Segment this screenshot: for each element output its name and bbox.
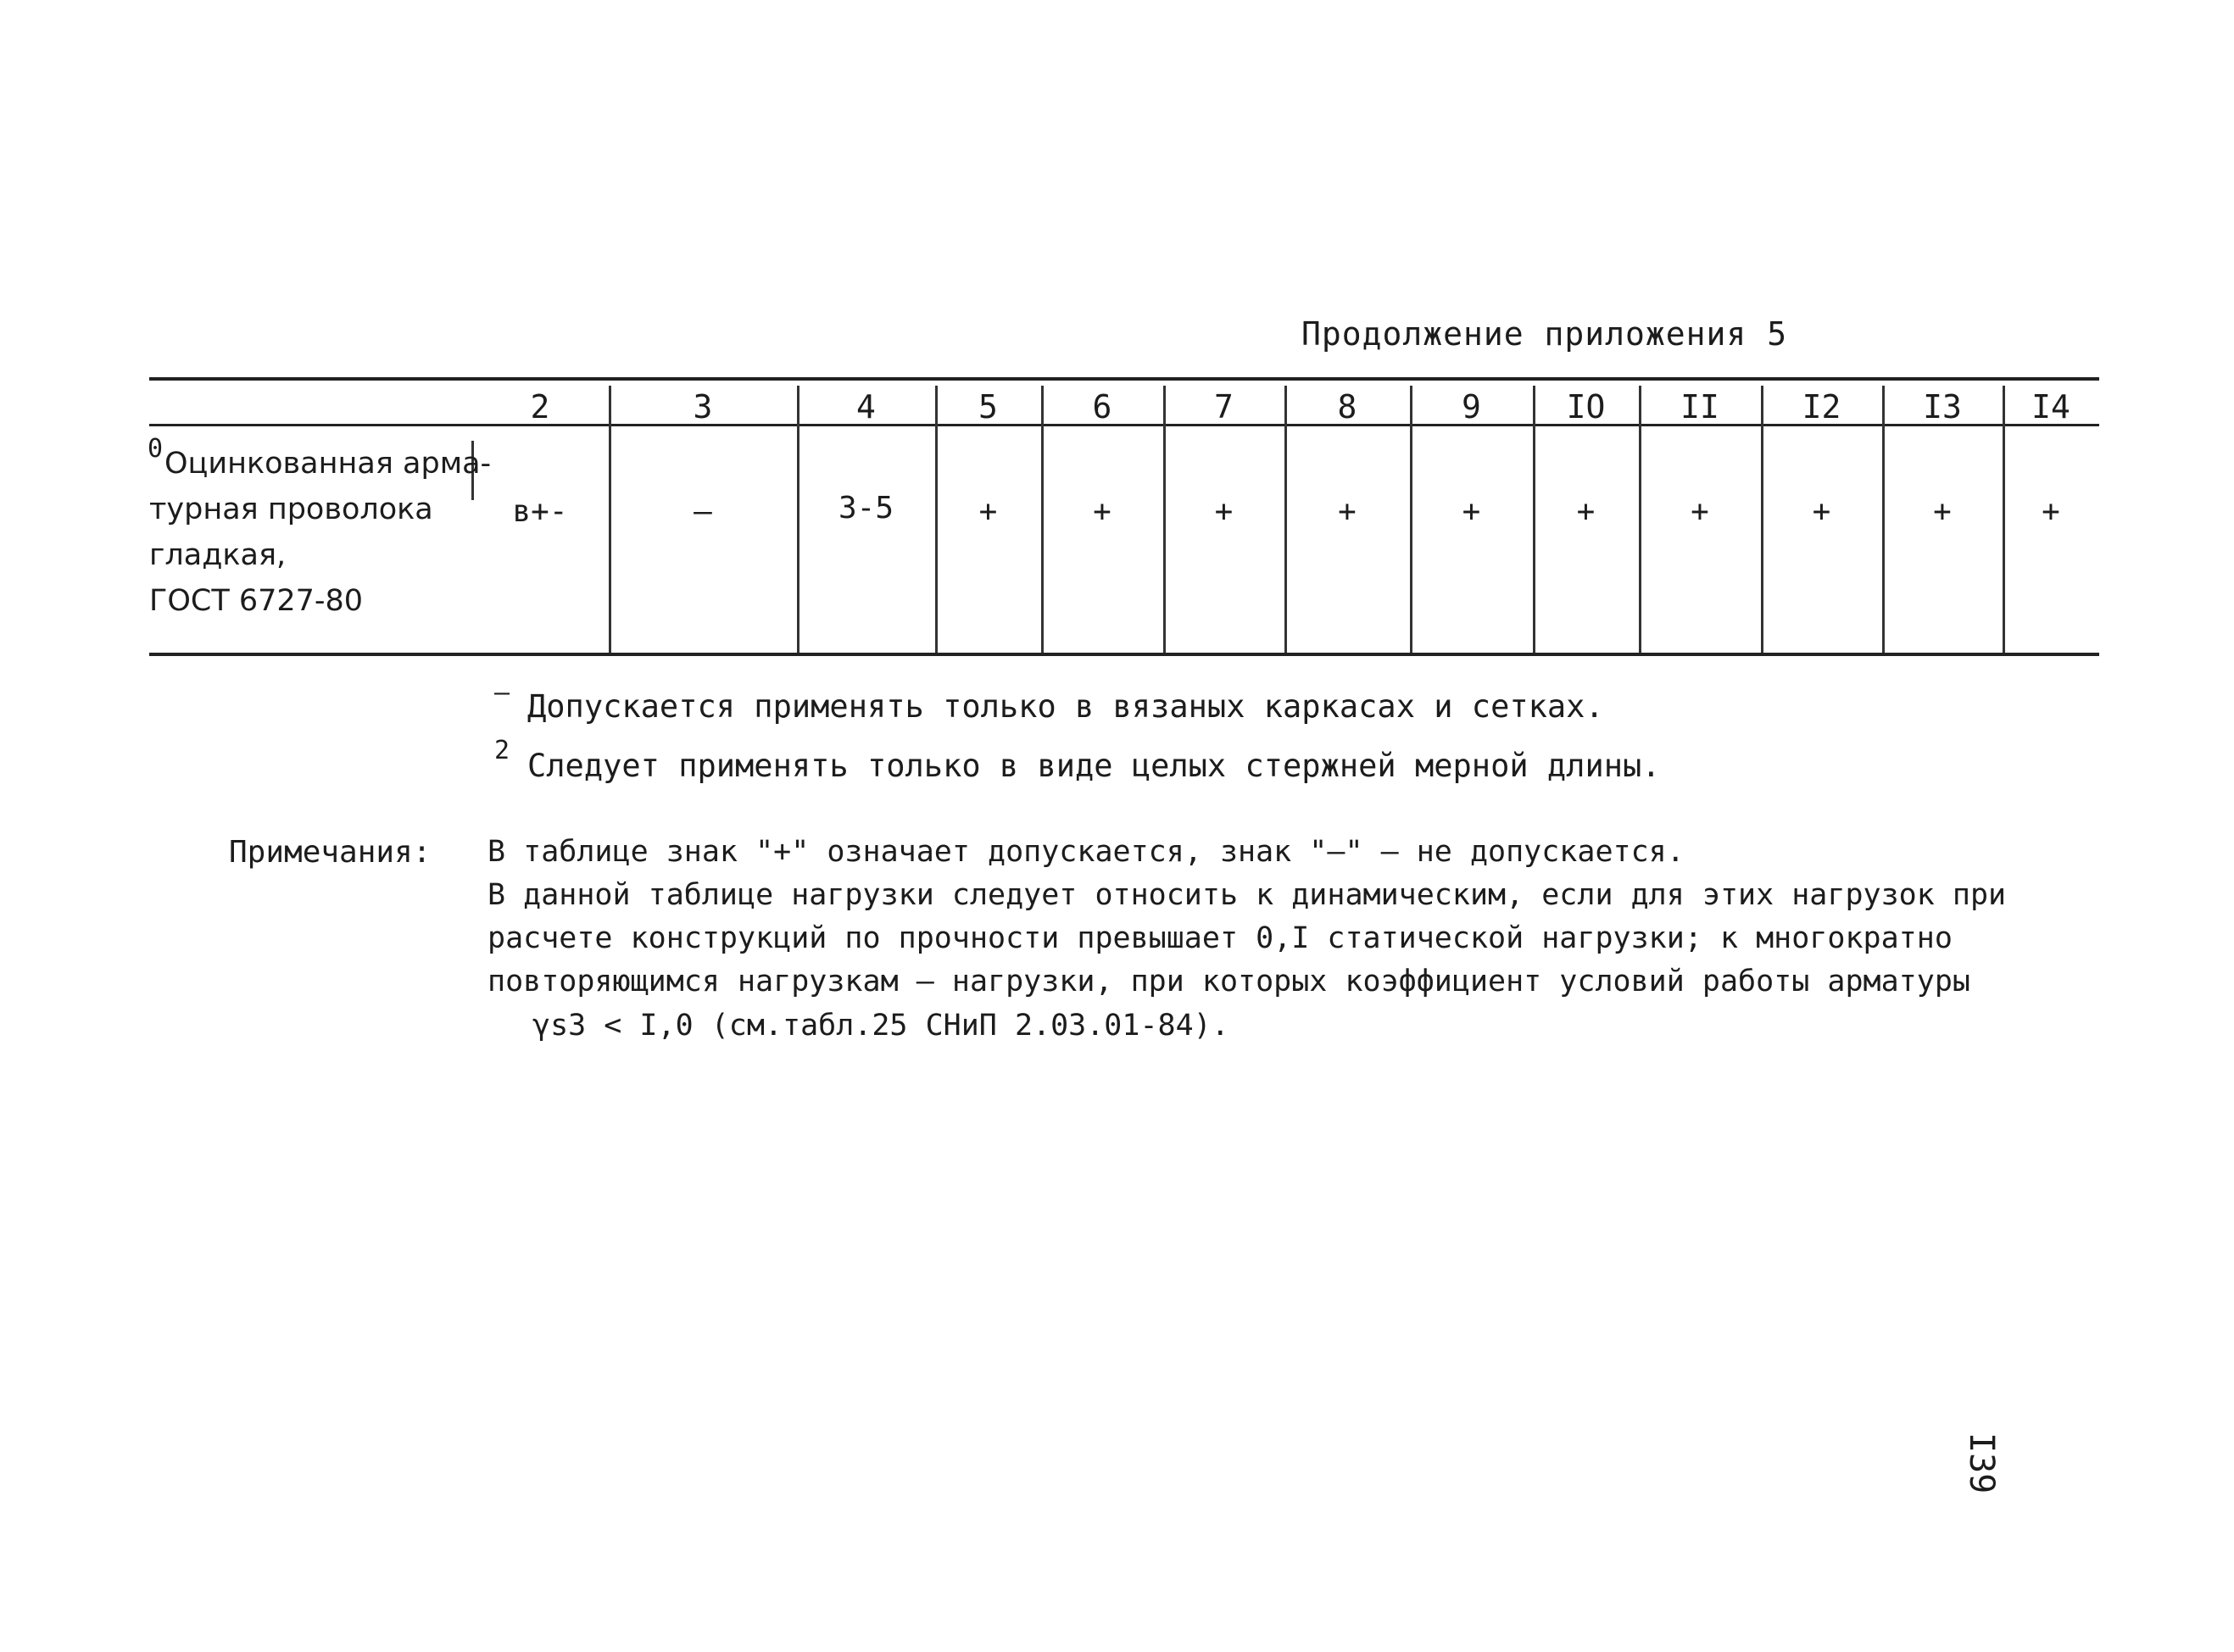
cell-col-3: – xyxy=(694,494,712,529)
cell-col-9: + xyxy=(1462,494,1481,529)
cell-col-14: + xyxy=(2042,494,2060,529)
note-line: γs3 < I,0 (см.табл.25 СНиП 2.03.01-84). xyxy=(532,1009,1229,1043)
note-line: В данной таблице нагрузки следует относить к динамическим, если для этих нагрузок при xyxy=(487,878,2007,912)
header-col-7: 7 xyxy=(1214,388,1234,426)
material-description xyxy=(149,441,492,624)
table-top-rule xyxy=(149,377,2099,381)
cell-col-11: + xyxy=(1691,494,1709,529)
material-footnote-mark: 0 xyxy=(148,434,164,464)
header-col-14: I4 xyxy=(2031,388,2070,426)
cell-col-7: + xyxy=(1214,494,1234,529)
material-line: Оцинкованная арма- xyxy=(164,447,492,481)
header-col-12: I2 xyxy=(1802,388,1841,426)
footnote-mark: – xyxy=(494,678,510,708)
header-col-4: 4 xyxy=(856,388,876,426)
header-col-10: IO xyxy=(1566,388,1606,426)
note-line: В таблице знак "+" означает допускается, знак "–" – не допускается. xyxy=(487,835,1685,869)
footnote-text: Допускается применять только в вязаных каркасах и сетках. xyxy=(527,688,1604,725)
header-col-3: 3 xyxy=(693,388,713,426)
material-line: гладкая, xyxy=(149,538,287,572)
cell-col-13: + xyxy=(1933,494,1952,529)
table-caption: Продолжение приложения 5 xyxy=(1301,315,1788,353)
header-col-8: 8 xyxy=(1337,388,1357,426)
cell-col-8: + xyxy=(1338,494,1357,529)
header-col-13: I3 xyxy=(1923,388,1962,426)
header-col-5: 5 xyxy=(978,388,998,426)
header-col-2: 2 xyxy=(530,388,550,426)
header-col-11: II xyxy=(1680,388,1719,426)
cell-col-2: в+- xyxy=(512,494,568,529)
note-line: расчете конструкций по прочности превышает 0,I статической нагрузки; к многократно xyxy=(487,921,1953,955)
header-col-6: 6 xyxy=(1092,388,1112,426)
cell-col-10: + xyxy=(1576,494,1596,529)
footnote-mark: 2 xyxy=(494,736,510,765)
note-line: повторяющимся нагрузкам – нагрузки, при которых коэффициент условий работы арматуры xyxy=(487,965,1970,998)
page-number: I39 xyxy=(1962,1432,2001,1494)
material-line: ГОСТ 6727-80 xyxy=(149,584,364,618)
header-col-9: 9 xyxy=(1462,388,1481,426)
footnote-text: Следует применять только в виде целых стержней мерной длины. xyxy=(527,748,1661,784)
cell-col-6: + xyxy=(1093,494,1111,529)
cell-col-4: 3-5 xyxy=(838,491,894,526)
cell-col-5: + xyxy=(978,494,998,529)
cell-col-12: + xyxy=(1812,494,1831,529)
material-line: турная проволока xyxy=(149,492,433,526)
notes-label: Примечания: xyxy=(229,835,432,870)
table-bottom-rule xyxy=(149,653,2099,656)
